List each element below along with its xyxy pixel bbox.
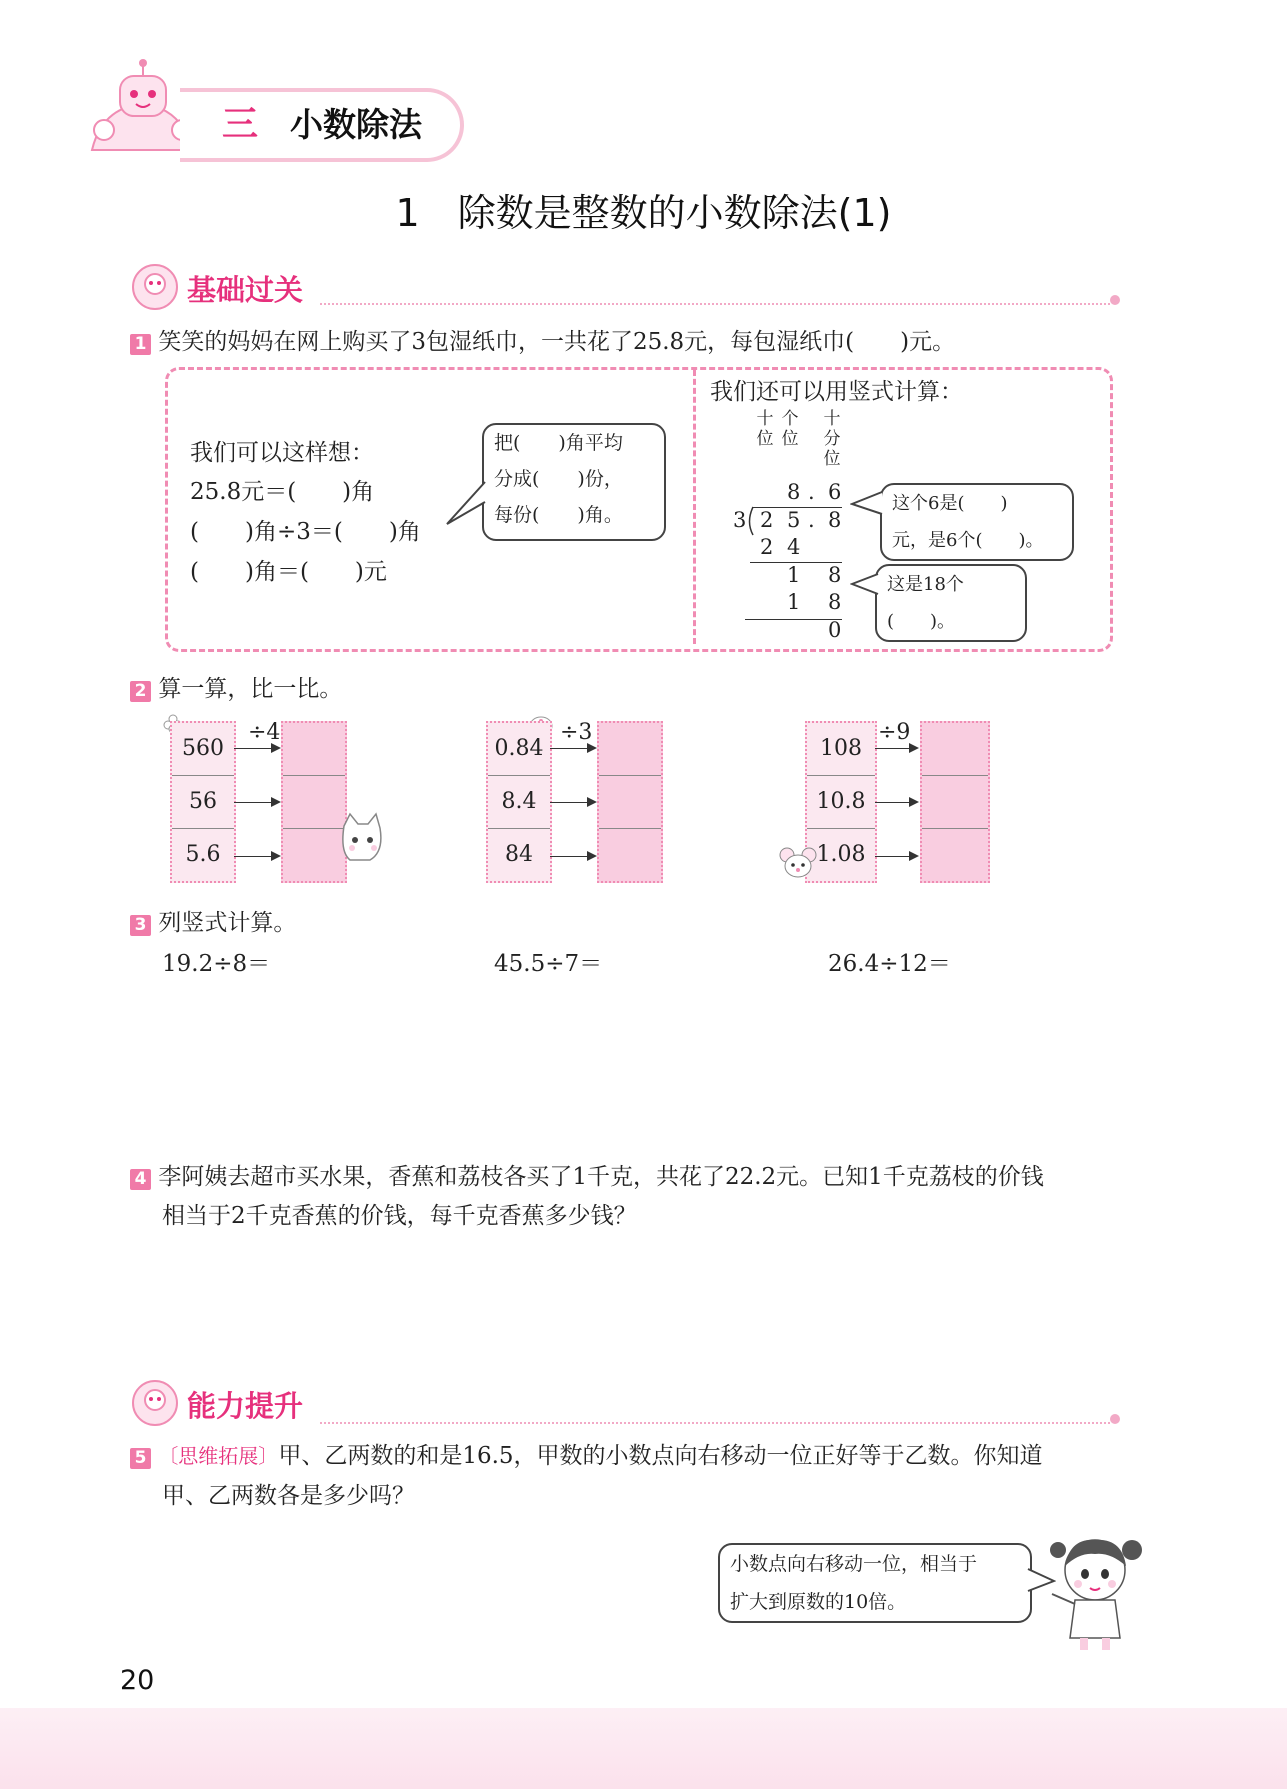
q1-right-bubble-top: [880, 483, 1074, 561]
q1-right-bubble-bottom: [875, 564, 1027, 642]
bubble-tail: [850, 488, 884, 518]
ladder-value: 8.4: [488, 776, 550, 829]
answer-cell[interactable]: [283, 723, 345, 776]
answer-cell[interactable]: [283, 829, 345, 881]
bubble-line: 这个6是( ): [892, 493, 1008, 514]
answer-cell[interactable]: [283, 776, 345, 829]
divisor: 3: [733, 508, 747, 532]
quotient-digit: 6: [828, 480, 842, 504]
question-text-line: 相当于2千克香蕉的价钱，每千克香蕉多少钱？: [162, 1203, 637, 1229]
quotient-point: .: [808, 480, 815, 504]
kitten-icon: [340, 812, 386, 882]
arrow: [234, 856, 279, 857]
question-number: 2: [130, 681, 151, 702]
footer-band: [0, 1708, 1287, 1789]
chapter-number: 三: [222, 104, 259, 145]
hint-line: 扩大到原数的10倍。: [730, 1591, 907, 1613]
step-digit: 8: [828, 563, 842, 587]
bubble-line: 分成( )份，: [494, 468, 623, 490]
arrow: [234, 802, 279, 803]
ladder-left: [486, 721, 552, 883]
lesson-title: 1 除数是整数的小数除法(1): [395, 191, 892, 235]
bubble-line: 把( )角平均: [494, 432, 623, 454]
section-badge-icon: [130, 262, 180, 312]
ladder-value: 5.6: [185, 842, 221, 867]
bubble-line: 每份( )角。: [494, 504, 623, 526]
question-text-line: 李阿姨去超市买水果，香蕉和荔枝各买了1千克，共花了22.2元。已知1千克荔枝的价钱: [158, 1164, 1044, 1190]
bubble-tail: [850, 570, 880, 600]
q1-left-line: ( )角＝( )元: [190, 559, 387, 585]
operation-label: ÷4: [248, 720, 281, 745]
ladder-value: 108: [807, 723, 875, 776]
ladder-left: [170, 721, 236, 883]
step-digit: 2: [760, 535, 774, 559]
answer-cell[interactable]: [599, 776, 661, 829]
divider-dot: [1110, 295, 1120, 305]
step-digit: 1: [787, 563, 801, 587]
question-text-line: 甲、乙两数的和是16.5，甲数的小数点向右移动一位正好等于乙数。你知道: [278, 1443, 1043, 1469]
section-divider: [320, 1422, 1110, 1424]
dividend-digit: 5: [787, 508, 801, 532]
question-text: 笑笑的妈妈在网上购买了3包湿纸巾，一共花了25.8元，每包湿纸巾( )元。: [158, 329, 956, 355]
bubble-line: 元，是6个( )。: [892, 530, 1044, 551]
ladder-value: 56: [172, 776, 234, 829]
quotient-digit: 8: [787, 480, 801, 504]
question-number: 5: [130, 1448, 151, 1469]
bubble-line: ( )。: [887, 611, 956, 632]
section-divider: [320, 303, 1110, 305]
arrow: [234, 748, 279, 749]
arrow: [550, 748, 595, 749]
q1-right-intro: 我们还可以用竖式计算：: [710, 379, 963, 405]
step-digit: 1: [787, 590, 801, 614]
place-label-ones: 个位: [781, 409, 799, 449]
operation-label: ÷3: [560, 720, 593, 745]
mouse-icon: [778, 846, 818, 882]
page-number: 20: [120, 1665, 155, 1696]
q1-left-line: 25.8元＝( )角: [190, 479, 375, 505]
girl-mascot-icon: [1040, 1528, 1150, 1652]
hint-line: 小数点向右移动一位，相当于: [730, 1553, 978, 1575]
answer-ladder: [920, 721, 990, 883]
chapter-title: 小数除法: [290, 105, 422, 144]
q1-left-bubble: [482, 423, 666, 541]
remainder: 0: [828, 618, 842, 642]
answer-cell[interactable]: [922, 723, 988, 776]
calc-problem: 19.2÷8＝: [162, 951, 271, 977]
bubble-line: 这是18个: [887, 574, 964, 595]
arrow: [550, 856, 595, 857]
q1-left-intro: 我们可以这样想：: [190, 440, 374, 466]
question-text: 列竖式计算。: [158, 910, 297, 936]
question-number: 3: [130, 915, 151, 936]
question-number: 4: [130, 1169, 151, 1190]
answer-cell[interactable]: [599, 723, 661, 776]
answer-ladder: [597, 721, 663, 883]
ladder-value: 1.08: [816, 842, 866, 867]
divider-dot: [1110, 1414, 1120, 1424]
q1-left-line: ( )角÷3＝( )角: [190, 519, 421, 545]
q1-box-divider: [693, 370, 696, 644]
ladder-value: 560: [172, 723, 234, 776]
dividend-digit: 2: [760, 508, 774, 532]
place-label-tens: 十位: [756, 409, 774, 449]
step-digit: 8: [828, 590, 842, 614]
question-number: 1: [130, 334, 151, 355]
dividend-digit: 8: [828, 508, 842, 532]
operation-label: ÷9: [878, 720, 911, 745]
dividend-point: .: [808, 508, 815, 532]
arrow: [550, 802, 595, 803]
arrow: [875, 856, 917, 857]
question-text-line: 甲、乙两数各是多少吗？: [162, 1483, 415, 1509]
answer-cell[interactable]: [599, 829, 661, 881]
answer-cell[interactable]: [922, 829, 988, 881]
ladder-value: 10.8: [807, 776, 875, 829]
question-text: 算一算，比一比。: [158, 676, 343, 702]
calc-problem: 45.5÷7＝: [494, 951, 603, 977]
answer-cell[interactable]: [922, 776, 988, 829]
arrow: [875, 802, 917, 803]
section-heading-advanced: 能力提升: [187, 1389, 304, 1423]
answer-ladder: [281, 721, 347, 883]
question-tag: 〔思维拓展〕: [158, 1444, 279, 1468]
calc-problem: 26.4÷12＝: [828, 951, 951, 977]
ladder-value: 0.84: [488, 723, 550, 776]
ladder-value: 84: [505, 842, 533, 867]
bubble-tail: [445, 480, 489, 528]
step-digit: 4: [787, 535, 801, 559]
section-badge-icon: [130, 1378, 180, 1428]
section-heading-basic: 基础过关: [187, 273, 304, 307]
place-label-tenths: 十分位: [823, 409, 841, 469]
hint-bubble: [718, 1543, 1032, 1623]
arrow: [875, 748, 917, 749]
